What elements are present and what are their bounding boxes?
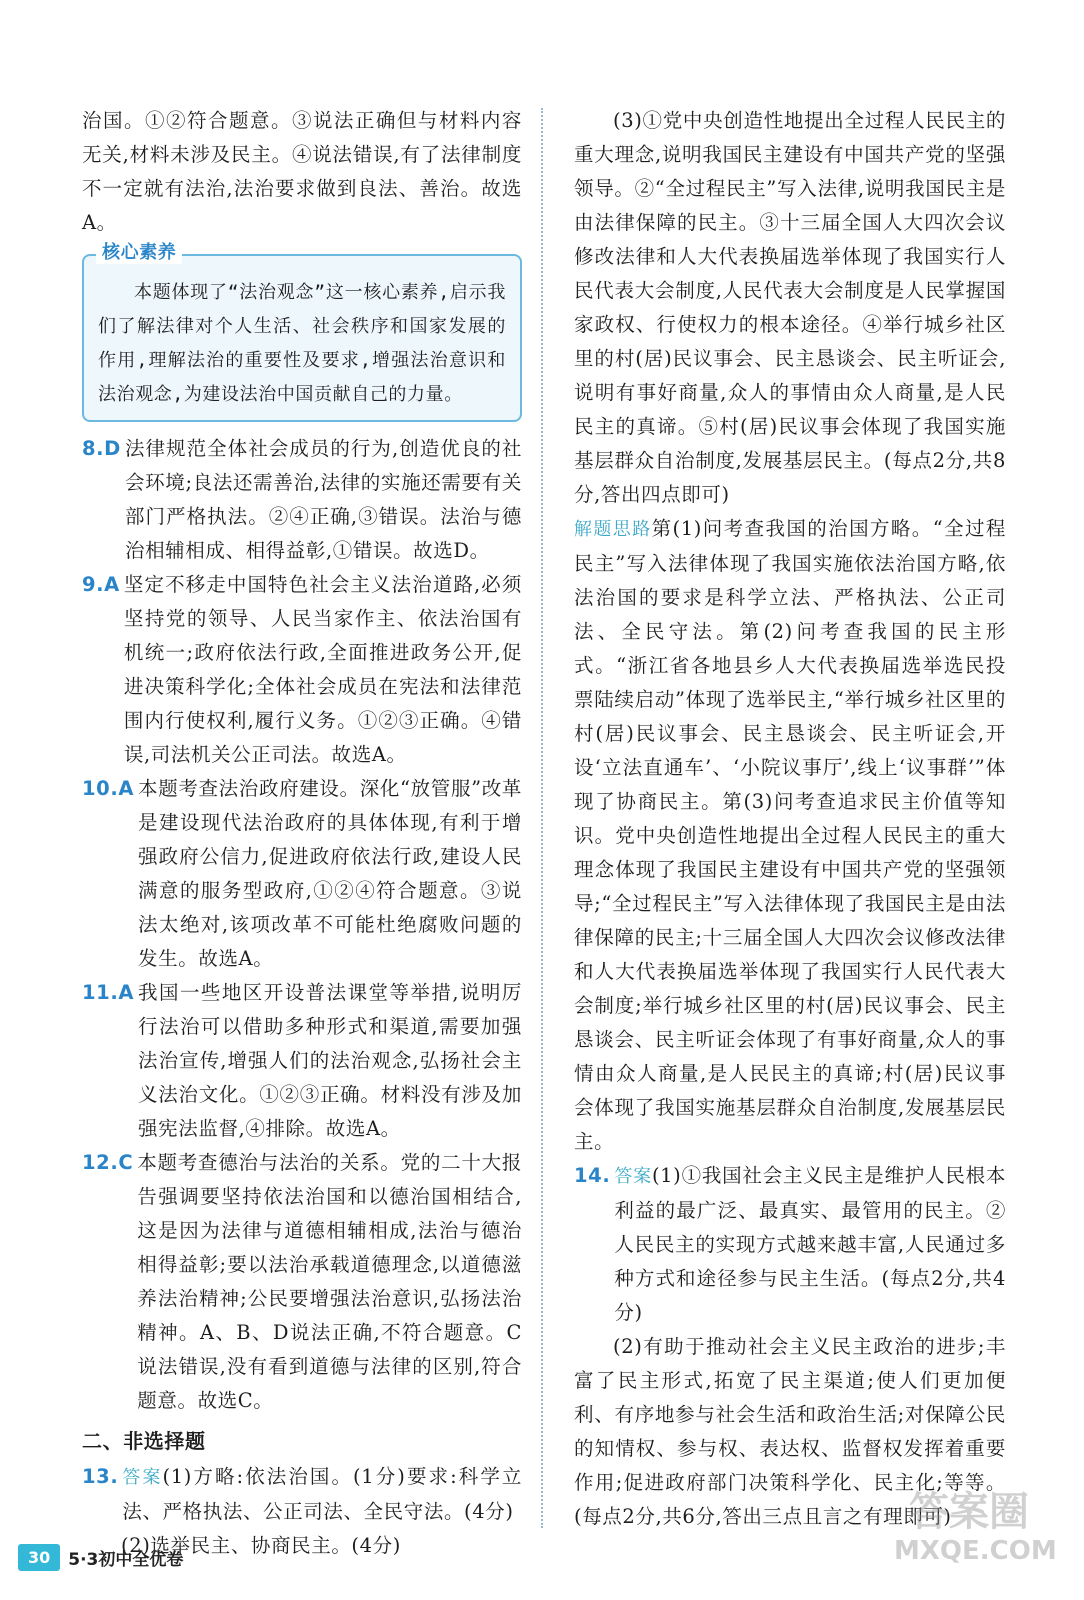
left-column <box>82 104 522 1563</box>
core-literacy-box <box>82 242 522 422</box>
answer-14-part2: (2)有助于推动社会主义民主政治的进步;丰富了民主形式,拓宽了民主渠道;使人们更加便利、有序地参与社会生活和政治生活;对保障公民的知情权、参与权、表达权、监督权发挥着重要作用;促进政府部门决策科学化、民主化;等等。(每点2分,共6分,答出三点且言之有理即可) <box>574 1335 1006 1528</box>
answer-item-11 <box>82 976 522 1146</box>
book-title: 5·3初中全优卷 <box>68 1550 184 1570</box>
intro-paragraph: 治国。①②符合题意。③说法正确但与材料内容无关,材料未涉及民主。④说法错误,有了法律制度不一定就有法治,法治要求做到良法、善治。故选A。 <box>82 109 522 234</box>
core-literacy-text: 本题体现了“法治观念”这一核心素养,启示我们了解法律对个人生活、社会秩序和国家发展的作用,理解法治的重要性及要求,增强法治意识和法治观念,为建设法治中国贡献自己的力量。 <box>98 282 506 405</box>
core-literacy-title: 核心素养 <box>96 242 182 264</box>
page-number: 30 <box>18 1544 60 1571</box>
watermark-main: 答案圈 <box>909 1489 1029 1535</box>
answer-text: 本题考查法治政府建设。深化“放管服”改革是建设现代法治政府的具体体现,有利于增强政府公信力,促进政府依法行政,建设人民满意的服务型政府,①②④符合题意。③说法太绝对,该项改革不可能杜绝腐败问题的发生。故选A。 <box>138 777 522 970</box>
answer-number: 9.A <box>82 573 120 596</box>
analysis-paragraph <box>574 512 1006 1159</box>
watermark-logo <box>894 1488 1057 1578</box>
answer-number: 13. <box>82 1465 119 1488</box>
analysis-tag: 解题思路 <box>574 519 652 540</box>
answer-13-part2: (2)选举民主、协商民主。(4分) <box>121 1534 401 1557</box>
answer-number: 11.A <box>82 981 135 1004</box>
answer-text: 我国一些地区开设普法课堂等举措,说明厉行法治可以借助多种形式和渠道,需要加强法治宣传,增强人们的法治观念,弘扬社会主义法治文化。①②③正确。材料没有涉及加强宪法监督,④排除。故选A。 <box>138 981 522 1140</box>
answer-text: (1)①我国社会主义民主是维护人民根本利益的最广泛、最真实、最管用的民主。②人民民主的实现方式越来越丰富,人民通过多种方式和途径参与民主生活。(每点2分,共4分) <box>614 1164 1007 1324</box>
answer-number: 8.D <box>82 437 121 460</box>
right-column <box>574 104 1006 1534</box>
answer-item-13 <box>82 1460 522 1529</box>
answer-item-10 <box>82 772 522 976</box>
answer-13-part3: (3)①党中央创造性地提出全过程人民民主的重大理念,说明我国民主建设有中国共产党的坚强领导。②“全过程民主”写入法律,说明我国民主是由法律保障的民主。③十三届全国人大四次会议修改法律和人大代表换届选举体现了我国实行人民代表大会制度,人民代表大会制度是人民掌握国家政权、行使权力的根本途径。④举行城乡社区里的村(居)民议事会、民主恳谈会、民主听证会,说明有事好商量,众人的事情由众人商量,是人民民主的真谛。⑤村(居)民议事会体现了我国实施基层群众自治制度,发展基层民主。(每点2分,共8分,答出四点即可) <box>574 109 1006 506</box>
answer-text: 法律规范全体社会成员的行为,创造优良的社会环境;良法还需善治,法律的实施还需要有关部门严格执法。②④正确,③错误。法治与德治相辅相成、相得益彰,①错误。故选D。 <box>124 437 522 562</box>
page-footer <box>18 1544 183 1571</box>
answer-item-14 <box>574 1159 1006 1330</box>
answer-number: 12.C <box>82 1151 134 1174</box>
answer-item-9 <box>82 568 522 772</box>
answer-text: 本题考查德治与法治的关系。党的二十大报告强调要坚持依法治国和以德治国相结合,这是因为法律与道德相辅相成,法治与德治相得益彰;要以法治承载道德理念,以道德滋养法治精神;公民要增强法治意识,弘扬法治精神。A、B、D说法正确,不符合题意。C说法错误,没有看到道德与法律的区别,符合题意。故选C。 <box>137 1151 522 1412</box>
answer-text: 坚定不移走中国特色社会主义法治道路,必须坚持党的领导、人民当家作主、依法治国有机统一;政府依法行政,全面推进政务公开,促进决策科学化;全体社会成员在宪法和法律范围内行使权利,履行义务。①②③正确。④错误,司法机关公正司法。故选A。 <box>123 573 522 766</box>
answer-text: (1)方略:依法治国。(1分)要求:科学立法、严格执法、公正司法、全民守法。(4分) <box>122 1465 523 1523</box>
answer-tag: 答案 <box>614 1166 652 1187</box>
answer-number: 14. <box>574 1164 611 1187</box>
analysis-text: 第(1)问考查我国的治国方略。“全过程民主”写入法律体现了我国实施依法治国方略,依法治国的要求是科学立法、严格执法、公正司法、全民守法。第(2)问考查我国的民主形式。“浙江省各地县乡人大代表换届选举选民投票陆续启动”体现了选举民主,“举行城乡社区里的村(居)民议事会、民主恳谈会、民主听证会,开设‘立法直通车’、‘小院议事厅’,线上‘议事群’”体现了协商民主。第(3)问考查追求民主价值等知识。党中央创造性地提出全过程人民民主的重大理念体现了我国民主建设有中国共产党的坚强领导;“全过程民主”写入法律体现了我国民主是由法律保障的民主;十三届全国人大四次会议修改法律和人大代表换届选举体现了我国实行人民代表大会制度;举行城乡社区里的村(居)民议事会、民主恳谈会、民主听证会体现了有事好商量,众人的事情由众人商量,是人民民主的真谛;村(居)民议事会体现了我国实施基层群众自治制度,发展基层民主。 <box>574 517 1006 1153</box>
watermark-sub: MXQE.COM <box>894 1536 1057 1566</box>
column-divider <box>541 108 543 1528</box>
section-title: 二、非选择题 <box>82 1429 206 1453</box>
answer-item-8 <box>82 432 522 568</box>
answer-number: 10.A <box>82 777 135 800</box>
answer-item-12 <box>82 1146 522 1418</box>
answer-tag: 答案 <box>122 1467 163 1488</box>
